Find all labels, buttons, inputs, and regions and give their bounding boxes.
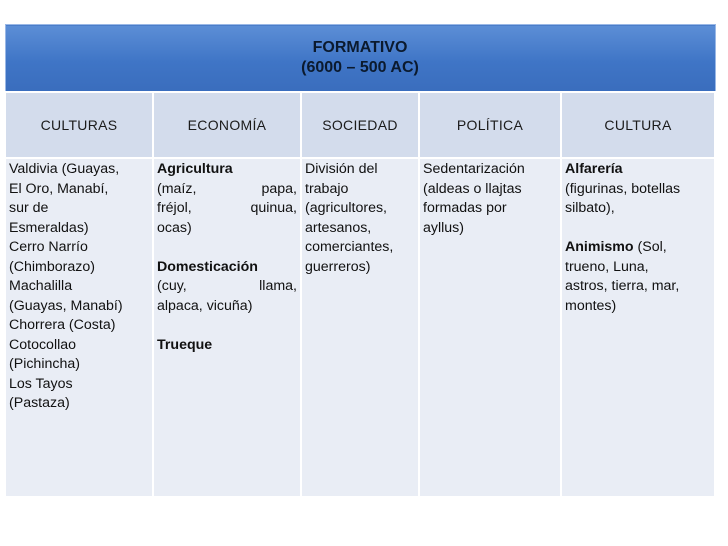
sociedad-line: artesanos, <box>305 219 372 236</box>
cultura-line: Cerro Narrío <box>9 239 88 255</box>
animismo-title: Animismo <box>565 239 634 255</box>
cultura-line: Esmeraldas) <box>9 219 89 236</box>
animismo-line: trueno, Luna, <box>565 258 649 275</box>
politica-line: (aldeas o llajtas <box>423 180 522 197</box>
sociedad-cell <box>301 158 419 497</box>
title-cell <box>5 25 715 93</box>
domesticacion-word: (cuy, <box>157 278 187 294</box>
header-economia: ECONOMÍA <box>153 92 301 158</box>
cultura-line: (Pichincha) <box>9 356 80 372</box>
formativo-table <box>4 24 716 498</box>
agricultura-title: Agricultura <box>157 161 233 177</box>
domesticacion-word: llama, <box>259 278 297 294</box>
trueque-title: Trueque <box>157 336 213 353</box>
cultura-line: (Chimborazo) <box>9 258 95 275</box>
title-line1: FORMATIVO <box>312 39 408 56</box>
title-row <box>5 25 715 93</box>
politica-line: Sedentarización <box>423 161 525 177</box>
cultura-line: Los Tayos <box>9 375 73 392</box>
agricultura-word: papa, <box>261 180 297 197</box>
domesticacion-title: Domesticación <box>157 258 258 275</box>
politica-line: ayllus) <box>423 219 464 236</box>
animismo-line <box>565 238 711 258</box>
cultura-line: Cotocollao <box>9 336 77 353</box>
cultura-line: El Oro, Manabí, <box>9 180 109 197</box>
title-line2: (6000 – 500 AC) <box>301 59 419 76</box>
header-cultura: CULTURA <box>561 92 715 158</box>
header-politica: POLÍTICA <box>419 92 561 158</box>
agricultura-line <box>157 180 297 200</box>
politica-cell <box>419 158 561 497</box>
spacer <box>157 316 297 336</box>
agricultura-word: quinua, <box>250 200 297 216</box>
sociedad-line: trabajo <box>305 180 349 197</box>
header-sociedad: SOCIEDAD <box>301 92 419 158</box>
spacer <box>565 219 711 239</box>
animismo-line: montes) <box>565 297 617 314</box>
alfareria-title: Alfarería <box>565 161 623 177</box>
header-row <box>5 92 715 158</box>
spacer <box>157 238 297 258</box>
domesticacion-line: alpaca, vicuña) <box>157 297 253 314</box>
economia-cell <box>153 158 301 497</box>
sociedad-line: comerciantes, <box>305 239 394 255</box>
body-row <box>5 158 715 497</box>
domesticacion-line <box>157 277 297 297</box>
agricultura-word: fréjol, <box>157 200 192 216</box>
cultura-line: sur de <box>9 200 49 216</box>
alfareria-line: (figurinas, botellas <box>565 180 681 197</box>
agricultura-word: (maíz, <box>157 180 197 197</box>
cultura-line: (Guayas, Manabí) <box>9 297 123 314</box>
cultura-line: Chorrera (Costa) <box>9 317 116 333</box>
culturas-cell <box>5 158 153 497</box>
cultura-line: (Pastaza) <box>9 395 70 411</box>
alfareria-line: silbato), <box>565 200 615 216</box>
header-culturas: CULTURAS <box>5 92 153 158</box>
sociedad-line: División del <box>305 161 378 177</box>
cultura-cell <box>561 158 715 497</box>
cultura-line: Machalilla <box>9 278 73 294</box>
agricultura-line: ocas) <box>157 219 192 236</box>
animismo-text: (Sol, <box>633 239 667 255</box>
politica-line: formadas por <box>423 200 507 216</box>
agricultura-line <box>157 199 297 219</box>
animismo-line: astros, tierra, mar, <box>565 278 680 294</box>
cultura-line: Valdivia (Guayas, <box>9 161 120 177</box>
sociedad-line: guerreros) <box>305 258 371 275</box>
sociedad-line: (agricultores, <box>305 200 388 216</box>
